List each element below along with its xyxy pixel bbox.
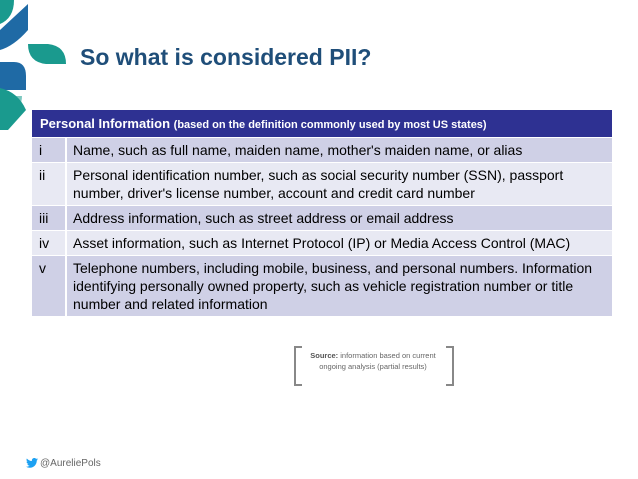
row-number: iv — [32, 231, 66, 256]
twitter-bird-icon — [26, 458, 38, 468]
table-row — [32, 163, 612, 206]
handle-text: @AureliePols — [40, 458, 101, 469]
pii-table — [32, 110, 612, 316]
page-title: So what is considered PII? — [80, 44, 372, 70]
source-label: Source: — [310, 351, 339, 360]
table-row — [32, 206, 612, 231]
table-row — [32, 231, 612, 256]
row-number: iii — [32, 206, 66, 231]
row-number: ii — [32, 163, 66, 206]
header-main: Personal Information — [40, 116, 171, 131]
twitter-handle[interactable] — [26, 458, 101, 469]
header-sub: (based on the definition commonly used by most US states) — [173, 119, 487, 131]
row-text: Personal identification number, such as social security number (SSN), passport number, driver's license number, account and credit card number — [66, 163, 612, 206]
row-number: i — [32, 138, 66, 163]
table-row — [32, 256, 612, 317]
table-header — [32, 110, 612, 138]
table-row — [32, 138, 612, 163]
table-header-row — [32, 110, 612, 138]
row-number: v — [32, 256, 66, 317]
source-text: information based on current ongoing analysis (partial results) — [319, 351, 436, 371]
row-text: Asset information, such as Internet Protocol (IP) or Media Access Control (MAC) — [66, 231, 612, 256]
row-text: Address information, such as street address or email address — [66, 206, 612, 231]
source-note — [298, 348, 448, 384]
row-text: Telephone numbers, including mobile, business, and personal numbers. Information identifying personally owned property, such as vehicle registration number or title number and related information — [66, 256, 612, 317]
row-text: Name, such as full name, maiden name, mother's maiden name, or alias — [66, 138, 612, 163]
